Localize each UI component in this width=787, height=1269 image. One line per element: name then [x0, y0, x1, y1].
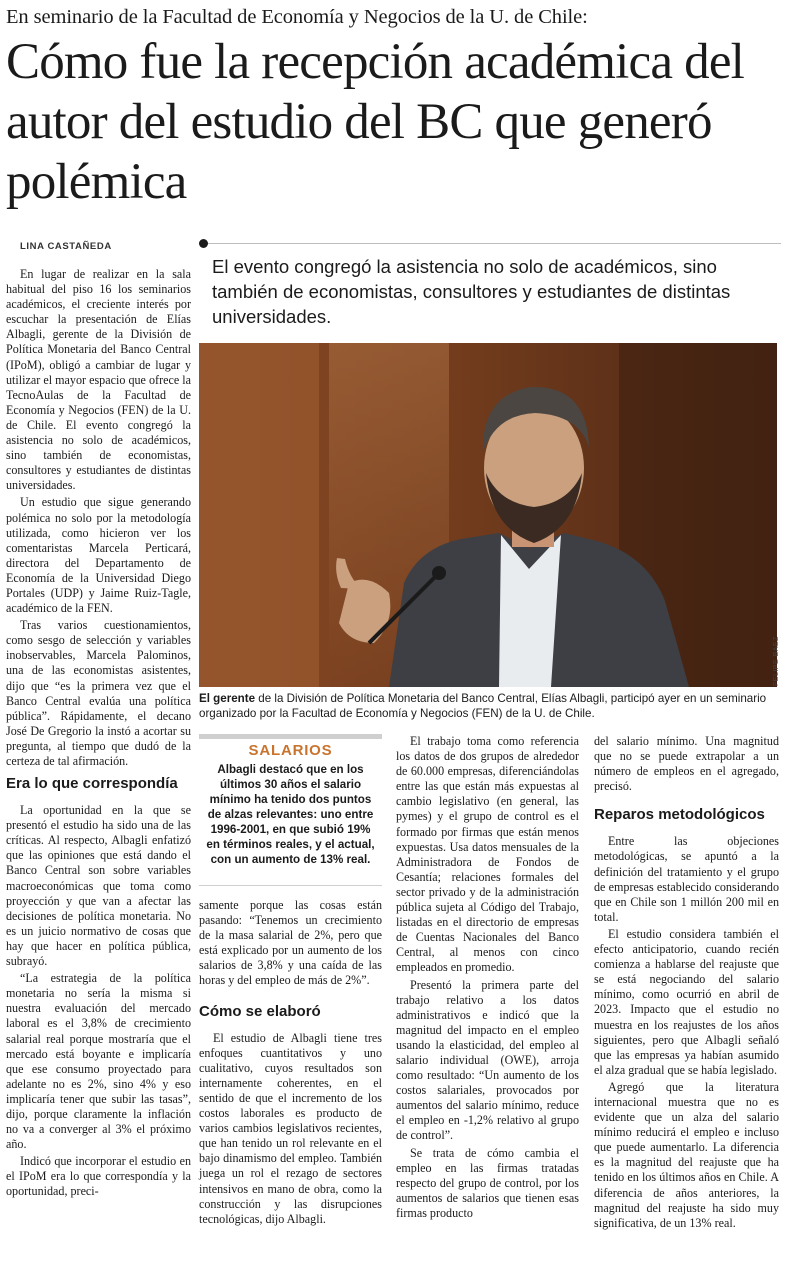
rule-dot — [199, 239, 208, 248]
highlight-box — [199, 734, 382, 886]
subheading: Reparos metodológicos — [594, 806, 765, 824]
photo-credit: FELIPE BAEZ — [773, 636, 780, 686]
paragraph: El estudio considera también el efecto anticipatorio, cuando recién comienza a hablarse del reajuste que se está negociando del salario mínimo, como ocurrió en abril de 2023. Impacto que el estudio no muestra en los reajustes de los años siguientes, pero que Albagli señaló que las empresas ya habían asumido el alza gradual que se había legislado. — [594, 926, 779, 1077]
headline: Cómo fue la recepción académica del autor del estudio del BC que generó polémica — [6, 34, 745, 210]
byline: LINA CASTAÑEDA — [20, 241, 112, 252]
paragraph: Presentó la primera parte del trabajo relativo a los datos administrativos e indicó que la magnitud del impacto en el empleo usando la elasticidad, del empleo al salario individual (OWE), arroja como resultado: “Un aumento de los costos salariales, provocados por aumentos del salario mínimo, reduce el empleo en -1,2% relativo al grupo de control”. — [396, 977, 579, 1143]
photo-illustration — [199, 343, 777, 687]
column-2 — [199, 898, 382, 1229]
paragraph: Tras varios cuestionamientos, como sesgo de selección y variables inobservables, Marcela Palominos, una de las economistas asistentes, dijo que “es la primera vez que el Banco Central evalúa una política pública”. Rápidamente, el decano José De Gregorio la instó a acortar su pregunta, al tiempo que dudó de la certeza de tal afirmación. — [6, 618, 191, 768]
caption-text: de la División de Política Monetaria del Banco Central, Elías Albagli, participó ayer en un seminario organizado por la Facultad de Economía y Negocios (FEN) de la U. de Chile. — [199, 692, 767, 720]
photo-caption — [199, 691, 777, 721]
paragraph: El estudio de Albagli tiene tres enfoques cuantitativos y uno cualitativo, cuyos resultados son internamente coherentes, en el sentido de que el incremento de los costos laborales es producto de varios cambios legislativos recientes, que han tenido un rol relevante en el bajo dinamismo del empleo. También juega un rol el rezago de sectores intensivos en mano de obra, como la construcción y las disrupciones tecnológicas, dijo Albagli. — [199, 1030, 382, 1226]
paragraph: Un estudio que sigue generando polémica no solo por la metodología utilizada, como hicieron ver los comentaristas Marcela Perticará, directora del Departamento de Economía de la Universidad Diego Portales (UDP) y Jaime Ruiz-Tagle, académico de la FEN. — [6, 495, 191, 616]
kicker: En seminario de la Facultad de Economía y Negocios de la U. de Chile: — [6, 6, 588, 28]
paragraph: En lugar de realizar en la sala habitual del piso 16 los seminarios académicos, el creciente interés por escuchar la presentación de Elías Albagli, gerente de la División de Política Monetaria del Banco Central (IPoM), obligó a cambiar de lugar y utilizar el mayor espacio que ofrece la TecnoAulas de la Facultad de Economía y Negocios (FEN) de la U. de Chile. El evento congregó la asistencia no solo de académicos, sino también de economistas, consultores y estudiantes de distintas universidades. — [6, 267, 191, 493]
paragraph: Agregó que la literatura internacional muestra que no es evidente que un alza del salario mínimo reducirá el empleo e incluso que puede aumentarlo. La diferencia es la magnitud del reajuste que ha tenido en los últimos años en Chile. A diferencia de años anteriores, la magnitud del reajuste ha sido muy significativa, de un 13% real. — [594, 1079, 779, 1230]
paragraph: del salario mínimo. Una magnitud que no se puede extrapolar a un número de empleos en el agregado, precisó. — [594, 734, 779, 794]
subheading: Cómo se elaboró — [199, 1002, 321, 1020]
paragraph: “La estrategia de la política monetaria no sería la misma si nuestra evaluación del mercado laboral es el 3,8% de crecimiento salarial real porque mostraría que el mercado está boyante e implicaría que ese consumo proyectado para adelante no es 2%, sino 4% y eso implicaría tener que subir las tasas”, dijo, porque claramente la inflación no va a converger al 3% el próximo año. — [6, 971, 191, 1152]
paragraph: La oportunidad en la que se presentó el estudio ha sido una de las críticas. Al respecto, Albagli enfatizó que las opiniones que está dando el Banco Central son sobre variables macroeconómicas que toma como proyección y que van a afectar las decisiones de política monetaria. No es un juicio normativo de cosas que hay que hacer en política pública, subrayó. — [6, 803, 191, 969]
byline-rule — [205, 243, 781, 244]
paragraph: Entre las objeciones metodológicas, se apuntó a la definición del tratamiento y el grupo de empresas establecido considerando que en Chile son 1 millón 200 mil en total. — [594, 834, 779, 924]
subheading: Era lo que correspondía — [6, 775, 178, 793]
paragraph: El trabajo toma como referencia los datos de dos grupos de alrededor de 60.000 empresas, diferenciándolas entre las que están más expuestas al cambio legislativo (en general, las pymes) y el grupo de control es el formado por firmas que están menos expuestas. Usa datos mensuales de la Administradora de Fondos de Cesantía; relaciones formales del sector privado y de la administración pública sujeta al Código del Trabajo, listadas en el directorio de empresas de Cuentas Nacionales del Banco Central, al menos con cinco empleados en promedio. — [396, 734, 579, 975]
highlight-text: Albagli destacó que en los últimos 30 años el salario mínimo ha tenido dos puntos de alzas relevantes: uno entre 1996-2001, en que subió 19% en términos reales, y el actual, con un aumento de 13% real. — [206, 763, 375, 866]
photo — [199, 343, 777, 687]
column-4 — [594, 734, 779, 1233]
highlight-title: SALARIOS — [248, 742, 333, 759]
paragraph: Indicó que incorporar el estudio en el IPoM era lo que correspondía y la oportunidad, preci- — [6, 1154, 191, 1199]
paragraph: samente porque las cosas están pasando: “Tenemos un crecimiento de la masa salarial de 2%, pero que está explicado por un aumento de los salarios de 3,8% y una caída de las horas y del empleo de más de 2%”. — [199, 898, 382, 988]
deck: El evento congregó la asistencia no solo de académicos, sino también de economistas, consultores y estudiantes de distintas universidades. — [212, 256, 731, 327]
column-1 — [6, 267, 191, 1202]
column-3 — [396, 734, 579, 1223]
caption-lead: El gerente — [199, 692, 256, 705]
paragraph: Se trata de cómo cambia el empleo en las firmas tratadas respecto del grupo de control, por los aumentos de salarios que tienen esas firmas producto — [396, 1145, 579, 1220]
